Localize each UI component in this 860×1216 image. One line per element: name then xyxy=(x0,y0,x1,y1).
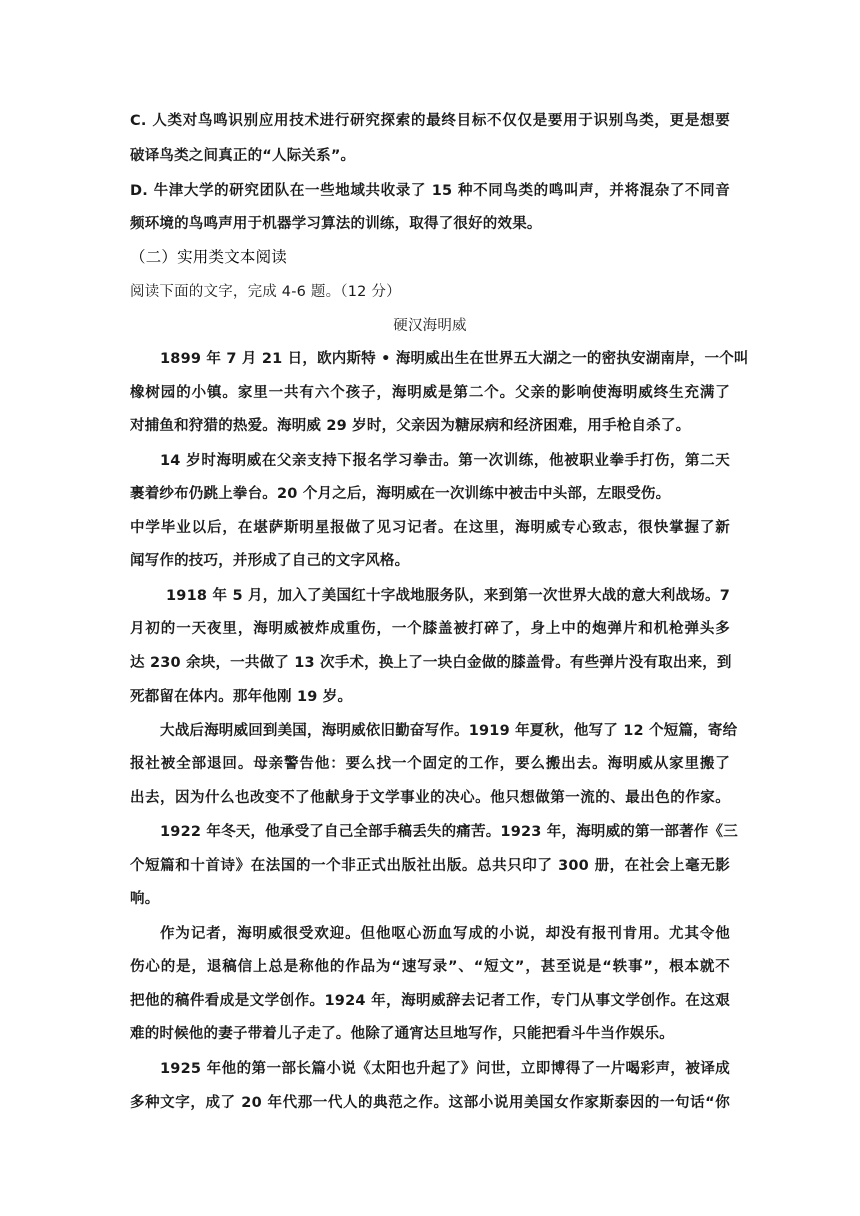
paragraph-5-line-1: 大战后海明威回到美国，海明威依旧勤奋写作。1919 年夏秋，他写了 12 个短篇，寄给 xyxy=(160,723,738,739)
paragraph-7-line-4: 难的时候他的妻子带着儿子走了。他除了通宵达旦地写作，只能把看斗牛当作娱乐。 xyxy=(130,1026,674,1042)
option-d-line-1: D. 牛津大学的研究团队在一些地域共收录了 15 种不同鸟类的鸣叫声，并将混杂了不同音 xyxy=(130,183,730,199)
paragraph-1-line-1: 1899 年 7 月 21 日，欧内斯特 • 海明威出生在世界五大湖之一的密执安湖南岸，一个叫 xyxy=(160,351,749,367)
paragraph-1-line-2: 橡树园的小镇。家里一共有六个孩子，海明威是第二个。父亲的影响使海明威终生充满了 xyxy=(130,385,730,401)
section-heading: （二）实用类文本阅读 xyxy=(130,248,288,266)
paragraph-5-line-3: 出去，因为什么也改变不了他献身于文学事业的决心。他只想做第一流的、最出色的作家。 xyxy=(130,790,730,806)
option-c-line-2: 破译鸟类之间真正的“人际关系”。 xyxy=(130,148,356,164)
paragraph-6-line-2: 个短篇和十首诗》在法国的一个非正式出版社出版。总共只印了 300 册，在社会上毫无影 xyxy=(130,858,730,874)
paragraph-7-line-2: 伤心的是，退稿信上总是称他的作品为“速写录”、“短文”，甚至说是“轶事”，根本就不 xyxy=(130,959,730,975)
instruction-line: 阅读下面的文字，完成 4-6 题。（12 分） xyxy=(130,284,401,300)
paragraph-5-line-2: 报社被全部退回。母亲警告他：要么找一个固定的工作，要么搬出去。海明威从家里搬了 xyxy=(130,756,730,772)
option-d-line-2: 频环境的鸟鸣声用于机器学习算法的训练，取得了很好的效果。 xyxy=(130,216,542,232)
paragraph-4-line-1: 1918 年 5 月，加入了美国红十字战地服务队，来到第一次世界大战的意大利战场。7 xyxy=(166,588,730,604)
paragraph-8-line-1: 1925 年他的第一部长篇小说《太阳也升起了》问世，立即博得了一片喝彩声，被译成 xyxy=(160,1061,730,1077)
paragraph-2-line-2: 裹着纱布仍跳上拳台。20 个月之后，海明威在一次训练中被击中头部，左眼受伤。 xyxy=(130,486,671,502)
paragraph-7-line-3: 把他的稿件看成是文学创作。1924 年，海明威辞去记者工作，专门从事文学创作。在这艰 xyxy=(130,993,730,1009)
paragraph-4-line-4: 死都留在体内。那年他刚 19 岁。 xyxy=(130,689,353,705)
paragraph-8-line-2: 多种文字，成了 20 年代那一代人的典范之作。这部小说用美国女作家斯泰因的一句话“你 xyxy=(130,1095,730,1111)
paragraph-3-line-1: 中学毕业以后，在堪萨斯明星报做了见习记者。在这里，海明威专心致志，很快掌握了新 xyxy=(130,520,730,536)
paragraph-4-line-3: 达 230 余块，一共做了 13 次手术，换上了一块白金做的膝盖骨。有些弹片没有取出来，到 xyxy=(130,655,732,671)
paragraph-6-line-3: 响。 xyxy=(130,891,160,907)
paragraph-1-line-3: 对捕鱼和狩猎的热爱。海明威 29 岁时，父亲因为糖尿病和经济困难，用手枪自杀了。 xyxy=(130,418,691,434)
paragraph-7-line-1: 作为记者，海明威很受欢迎。但他呕心沥血写成的小说，却没有报刊肯用。尤其令他 xyxy=(160,926,730,942)
article-title: 硬汉海明威 xyxy=(393,318,467,334)
paragraph-2-line-1: 14 岁时海明威在父亲支持下报名学习拳击。第一次训练，他被职业拳手打伤，第二天 xyxy=(160,453,730,469)
option-c-line-1: C. 人类对鸟鸣识别应用技术进行研究探索的最终目标不仅仅是要用于识别鸟类，更是想要 xyxy=(130,113,730,129)
paragraph-3-line-2: 闻写作的技巧，并形成了自己的文字风格。 xyxy=(130,553,410,569)
paragraph-4-line-2: 月初的一天夜里，海明威被炸成重伤，一个膝盖被打碎了，身上中的炮弹片和机枪弹头多 xyxy=(130,621,730,637)
paragraph-6-line-1: 1922 年冬天，他承受了自己全部手稿丢失的痛苦。1923 年，海明威的第一部著作《三 xyxy=(160,824,738,840)
